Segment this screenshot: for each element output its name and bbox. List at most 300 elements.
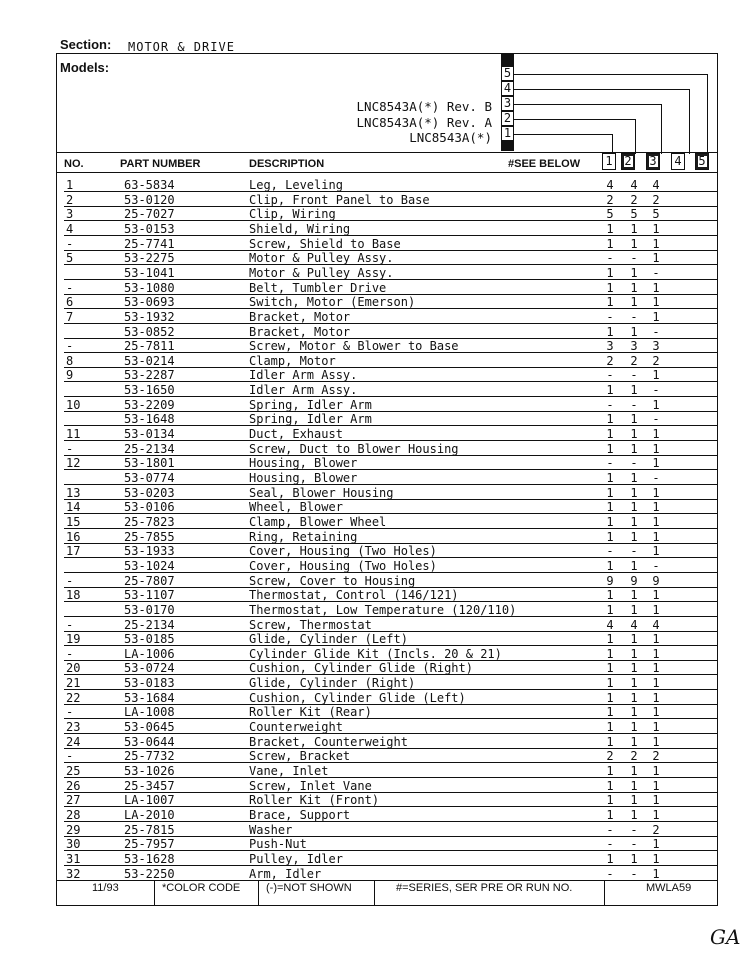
part-description: Thermostat, Low Temperature (120/110) xyxy=(249,602,517,617)
part-number: LA-1007 xyxy=(124,793,175,808)
item-number: 24 xyxy=(66,734,81,749)
part-description: Ring, Retaining xyxy=(249,529,358,544)
quantity-serial-3: 1 xyxy=(652,793,660,808)
part-description: Washer xyxy=(249,822,293,837)
part-number: 53-0203 xyxy=(124,485,175,500)
quantity-serial-2: 1 xyxy=(630,661,638,676)
quantity-serial-2: - xyxy=(630,822,638,837)
part-description: Housing, Blower xyxy=(249,456,358,471)
part-number: 53-0645 xyxy=(124,720,175,735)
part-number: 53-1041 xyxy=(124,265,175,280)
part-number: 25-2134 xyxy=(124,441,175,456)
quantity-serial-2: 1 xyxy=(630,412,638,427)
item-number: 5 xyxy=(66,251,74,266)
quantity-serial-3: 1 xyxy=(652,221,660,236)
quantity-serial-2: 1 xyxy=(630,383,638,398)
part-description: Screw, Shield to Base xyxy=(249,236,401,251)
quantity-serial-2: 1 xyxy=(630,602,638,617)
serial-box: 4 xyxy=(671,153,685,170)
quantity-serial-1: 1 xyxy=(606,602,614,617)
part-number: 53-1026 xyxy=(124,764,175,778)
quantity-serial-3: 1 xyxy=(652,690,660,705)
part-description: Switch, Motor (Emerson) xyxy=(249,295,416,310)
part-number: 53-1024 xyxy=(124,558,175,573)
quantity-serial-1: 1 xyxy=(606,734,614,749)
part-description: Cushion, Cylinder Glide (Right) xyxy=(249,661,473,676)
quantity-serial-3: 2 xyxy=(652,822,660,837)
part-description: Motor & Pulley Assy. xyxy=(249,265,394,280)
part-description: Clip, Wiring xyxy=(249,207,336,222)
part-description: Push-Nut xyxy=(249,837,307,852)
part-number: 53-0183 xyxy=(124,676,175,691)
part-description: Screw, Inlet Vane xyxy=(249,778,372,793)
part-number: 53-0693 xyxy=(124,295,175,310)
part-description: Glide, Cylinder (Left) xyxy=(249,632,408,647)
quantity-serial-1: 1 xyxy=(606,441,614,456)
quantity-serial-2: - xyxy=(630,309,638,324)
item-number: - xyxy=(66,749,74,764)
footer-not-shown: (-)=NOT SHOWN xyxy=(266,882,352,894)
part-number: 63-5834 xyxy=(124,178,175,192)
item-number: 31 xyxy=(66,851,81,866)
quantity-serial-2: 5 xyxy=(630,207,638,222)
part-description: Pulley, Idler xyxy=(249,851,343,866)
part-description: Cover, Housing (Two Holes) xyxy=(249,558,437,573)
quantity-serial-2: 1 xyxy=(630,778,638,793)
part-number: 53-0774 xyxy=(124,471,175,485)
part-number: 53-0106 xyxy=(124,500,175,515)
item-number: - xyxy=(66,705,74,720)
part-number: 25-7823 xyxy=(124,514,175,529)
col-header-part-number: PART NUMBER xyxy=(120,158,201,170)
quantity-serial-2: 1 xyxy=(630,236,638,251)
header-top-rule xyxy=(56,152,718,153)
quantity-serial-2: 4 xyxy=(630,178,638,192)
quantity-serial-3: 1 xyxy=(652,778,660,793)
quantity-serial-2: - xyxy=(630,456,638,471)
quantity-serial-1: 1 xyxy=(606,778,614,793)
quantity-serial-3: - xyxy=(652,265,660,280)
quantity-serial-1: 1 xyxy=(606,514,614,529)
quantity-serial-1: 1 xyxy=(606,764,614,778)
quantity-serial-3: - xyxy=(652,324,660,339)
part-description: Spring, Idler Arm xyxy=(249,412,372,427)
part-description: Clamp, Blower Wheel xyxy=(249,514,387,529)
part-description: Thermostat, Control (146/121) xyxy=(249,588,459,603)
quantity-serial-3: - xyxy=(652,383,660,398)
part-number: LA-1006 xyxy=(124,646,175,661)
quantity-serial-1: 1 xyxy=(606,661,614,676)
quantity-serial-2: 1 xyxy=(630,690,638,705)
quantity-serial-2: 1 xyxy=(630,529,638,544)
quantity-serial-2: 9 xyxy=(630,573,638,588)
part-number: 53-0724 xyxy=(124,661,175,676)
item-number: - xyxy=(66,441,74,456)
quantity-serial-3: - xyxy=(652,412,660,427)
quantity-serial-2: - xyxy=(630,544,638,559)
part-number: 53-1107 xyxy=(124,588,175,603)
quantity-serial-1: 2 xyxy=(606,192,614,207)
quantity-serial-3: 1 xyxy=(652,734,660,749)
model-box: 5 xyxy=(501,66,514,81)
connector-line xyxy=(514,134,613,154)
quantity-serial-3: 1 xyxy=(652,720,660,735)
item-number: - xyxy=(66,617,74,632)
part-number: 53-1080 xyxy=(124,280,175,295)
item-number: 20 xyxy=(66,661,81,676)
item-number: 32 xyxy=(66,866,81,881)
quantity-serial-2: 1 xyxy=(630,676,638,691)
quantity-serial-1: 1 xyxy=(606,485,614,500)
footer-doc-code: MWLA59 xyxy=(646,882,692,894)
quantity-serial-2: - xyxy=(630,866,638,881)
quantity-serial-3: 1 xyxy=(652,661,660,676)
part-number: 53-1628 xyxy=(124,851,175,866)
quantity-serial-2: 1 xyxy=(630,558,638,573)
quantity-serial-1: 1 xyxy=(606,705,614,720)
item-number: 11 xyxy=(66,427,81,442)
quantity-serial-2: 1 xyxy=(630,280,638,295)
quantity-serial-1: 1 xyxy=(606,646,614,661)
quantity-serial-2: 2 xyxy=(630,192,638,207)
part-number: 53-1650 xyxy=(124,383,175,398)
quantity-serial-1: - xyxy=(606,368,614,383)
quantity-serial-1: 1 xyxy=(606,690,614,705)
part-description: Bracket, Motor xyxy=(249,324,351,339)
part-number: 53-0214 xyxy=(124,353,175,368)
quantity-serial-1: 1 xyxy=(606,588,614,603)
quantity-serial-1: 1 xyxy=(606,324,614,339)
item-number: 17 xyxy=(66,544,81,559)
quantity-serial-1: 1 xyxy=(606,236,614,251)
quantity-serial-3: 1 xyxy=(652,764,660,778)
footer-divider xyxy=(154,880,155,906)
part-number: 25-7957 xyxy=(124,837,175,852)
item-number: 23 xyxy=(66,720,81,735)
quantity-serial-3: 1 xyxy=(652,837,660,852)
part-description: Screw, Bracket xyxy=(249,749,351,764)
part-description: Arm, Idler xyxy=(249,866,322,881)
part-description: Vane, Inlet xyxy=(249,764,329,778)
footer-divider xyxy=(258,880,259,906)
item-number: 18 xyxy=(66,588,81,603)
footer-divider xyxy=(604,880,605,906)
quantity-serial-1: - xyxy=(606,456,614,471)
item-number: 6 xyxy=(66,295,74,310)
part-description: Housing, Blower xyxy=(249,471,358,485)
model-box: 2 xyxy=(501,111,514,126)
part-description: Shield, Wiring xyxy=(249,221,351,236)
serial-box: 2 xyxy=(621,153,635,170)
quantity-serial-1: 4 xyxy=(606,617,614,632)
item-number: 2 xyxy=(66,192,74,207)
quantity-serial-3: 1 xyxy=(652,295,660,310)
part-number: 53-1933 xyxy=(124,544,175,559)
part-description: Cylinder Glide Kit (Incls. 20 & 21) xyxy=(249,646,502,661)
part-number: 53-2275 xyxy=(124,251,175,266)
item-number: 4 xyxy=(66,221,74,236)
quantity-serial-3: 1 xyxy=(652,602,660,617)
item-number: - xyxy=(66,646,74,661)
quantity-serial-3: 1 xyxy=(652,544,660,559)
quantity-serial-1: - xyxy=(606,251,614,266)
quantity-serial-3: 2 xyxy=(652,353,660,368)
quantity-serial-3: 9 xyxy=(652,573,660,588)
footer-date: 11/93 xyxy=(92,882,119,894)
quantity-serial-3: 1 xyxy=(652,441,660,456)
model-box-cap xyxy=(501,141,514,151)
item-number: 1 xyxy=(66,178,74,192)
model-box: 1 xyxy=(501,126,514,141)
quantity-serial-3: - xyxy=(652,558,660,573)
part-number: 53-2250 xyxy=(124,866,175,881)
quantity-serial-1: - xyxy=(606,544,614,559)
item-number: 10 xyxy=(66,397,81,412)
part-number: 25-7855 xyxy=(124,529,175,544)
part-description: Cushion, Cylinder Glide (Left) xyxy=(249,690,466,705)
footer-divider xyxy=(374,880,375,906)
quantity-serial-3: 4 xyxy=(652,617,660,632)
quantity-serial-2: 1 xyxy=(630,632,638,647)
part-number: 53-0185 xyxy=(124,632,175,647)
quantity-serial-1: - xyxy=(606,837,614,852)
quantity-serial-2: 1 xyxy=(630,851,638,866)
part-description: Brace, Support xyxy=(249,807,351,822)
part-description: Screw, Duct to Blower Housing xyxy=(249,441,459,456)
item-number: - xyxy=(66,280,74,295)
quantity-serial-2: - xyxy=(630,368,638,383)
quantity-serial-1: 2 xyxy=(606,353,614,368)
model-box: 4 xyxy=(501,81,514,96)
item-number: 3 xyxy=(66,207,74,222)
quantity-serial-2: 1 xyxy=(630,295,638,310)
quantity-serial-3: 1 xyxy=(652,676,660,691)
quantity-serial-2: 1 xyxy=(630,793,638,808)
part-description: Motor & Pulley Assy. xyxy=(249,251,394,266)
quantity-serial-1: 1 xyxy=(606,412,614,427)
quantity-serial-2: 1 xyxy=(630,427,638,442)
quantity-serial-3: 1 xyxy=(652,427,660,442)
quantity-serial-3: 1 xyxy=(652,368,660,383)
quantity-serial-1: 1 xyxy=(606,295,614,310)
quantity-serial-1: 5 xyxy=(606,207,614,222)
quantity-serial-1: 1 xyxy=(606,851,614,866)
part-number: 53-2209 xyxy=(124,397,175,412)
quantity-serial-3: 1 xyxy=(652,529,660,544)
quantity-serial-3: 1 xyxy=(652,807,660,822)
part-description: Glide, Cylinder (Right) xyxy=(249,676,416,691)
quantity-serial-3: 1 xyxy=(652,485,660,500)
quantity-serial-2: 1 xyxy=(630,764,638,778)
col-header-see-below: #SEE BELOW xyxy=(508,158,581,170)
footer-color-code: *COLOR CODE xyxy=(162,882,241,894)
quantity-serial-2: 1 xyxy=(630,807,638,822)
col-header-no: NO. xyxy=(64,158,84,170)
quantity-serial-3: 1 xyxy=(652,397,660,412)
item-number: 9 xyxy=(66,368,74,383)
section-value: MOTOR & DRIVE xyxy=(128,40,235,54)
item-number: 12 xyxy=(66,456,81,471)
quantity-serial-1: 1 xyxy=(606,500,614,515)
part-number: 25-7815 xyxy=(124,822,175,837)
quantity-serial-3: 1 xyxy=(652,588,660,603)
quantity-serial-3: 1 xyxy=(652,514,660,529)
item-number: 15 xyxy=(66,514,81,529)
quantity-serial-3: 1 xyxy=(652,866,660,881)
part-description: Seal, Blower Housing xyxy=(249,485,394,500)
quantity-serial-3: 1 xyxy=(652,251,660,266)
serial-box: 1 xyxy=(602,153,616,170)
quantity-serial-3: 1 xyxy=(652,500,660,515)
quantity-serial-3: 2 xyxy=(652,192,660,207)
part-number: 25-7811 xyxy=(124,339,175,354)
quantity-serial-1: 1 xyxy=(606,720,614,735)
quantity-serial-2: 1 xyxy=(630,265,638,280)
item-number: 22 xyxy=(66,690,81,705)
quantity-serial-3: - xyxy=(652,471,660,485)
quantity-serial-2: 1 xyxy=(630,221,638,236)
part-number: 53-0120 xyxy=(124,192,175,207)
quantity-serial-3: 1 xyxy=(652,705,660,720)
part-description: Clip, Front Panel to Base xyxy=(249,192,430,207)
item-number: 27 xyxy=(66,793,81,808)
quantity-serial-1: 3 xyxy=(606,339,614,354)
item-number: - xyxy=(66,573,74,588)
part-description: Screw, Motor & Blower to Base xyxy=(249,339,459,354)
quantity-serial-2: 1 xyxy=(630,720,638,735)
part-number: LA-2010 xyxy=(124,807,175,822)
quantity-serial-3: 1 xyxy=(652,851,660,866)
quantity-serial-2: 1 xyxy=(630,514,638,529)
part-description: Idler Arm Assy. xyxy=(249,383,358,398)
part-description: Spring, Idler Arm xyxy=(249,397,372,412)
col-header-description: DESCRIPTION xyxy=(249,158,325,170)
part-number: 25-7741 xyxy=(124,236,175,251)
part-description: Wheel, Blower xyxy=(249,500,343,515)
quantity-serial-2: 1 xyxy=(630,734,638,749)
quantity-serial-1: - xyxy=(606,397,614,412)
quantity-serial-1: - xyxy=(606,309,614,324)
section-label: Section: xyxy=(60,37,112,52)
item-number: 30 xyxy=(66,837,81,852)
item-number: - xyxy=(66,236,74,251)
part-number: 53-0153 xyxy=(124,221,175,236)
quantity-serial-3: 1 xyxy=(652,236,660,251)
part-description: Bracket, Motor xyxy=(249,309,351,324)
part-number: 53-1801 xyxy=(124,456,175,471)
item-number: 21 xyxy=(66,676,81,691)
quantity-serial-2: 1 xyxy=(630,324,638,339)
part-number: 53-0644 xyxy=(124,734,175,749)
quantity-serial-1: 9 xyxy=(606,573,614,588)
part-number: 53-1648 xyxy=(124,412,175,427)
models-label: Models: xyxy=(60,60,110,75)
model-name: LNC8543A(*) Rev. B xyxy=(356,99,492,114)
part-description: Leg, Leveling xyxy=(249,178,343,192)
item-number: 25 xyxy=(66,764,81,778)
part-number: 53-0852 xyxy=(124,324,175,339)
footer-top-rule xyxy=(56,880,718,881)
quantity-serial-1: 1 xyxy=(606,632,614,647)
part-description: Counterweight xyxy=(249,720,343,735)
part-description: Idler Arm Assy. xyxy=(249,368,358,383)
part-number: LA-1008 xyxy=(124,705,175,720)
quantity-serial-3: 5 xyxy=(652,207,660,222)
part-description: Bracket, Counterweight xyxy=(249,734,408,749)
quantity-serial-2: 1 xyxy=(630,471,638,485)
part-number: 53-0170 xyxy=(124,602,175,617)
part-number: 53-2287 xyxy=(124,368,175,383)
item-number: 8 xyxy=(66,353,74,368)
quantity-serial-1: 1 xyxy=(606,383,614,398)
quantity-serial-1: 1 xyxy=(606,793,614,808)
item-number: 7 xyxy=(66,309,74,324)
quantity-serial-2: 2 xyxy=(630,749,638,764)
handwritten-initials: GA xyxy=(710,925,741,949)
part-description: Clamp, Motor xyxy=(249,353,336,368)
part-number: 25-7732 xyxy=(124,749,175,764)
part-description: Roller Kit (Rear) xyxy=(249,705,372,720)
quantity-serial-1: 1 xyxy=(606,265,614,280)
serial-box: 5 xyxy=(695,153,709,170)
part-description: Belt, Tumbler Drive xyxy=(249,280,387,295)
quantity-serial-3: 2 xyxy=(652,749,660,764)
quantity-serial-1: 1 xyxy=(606,676,614,691)
quantity-serial-2: 1 xyxy=(630,441,638,456)
quantity-serial-3: 1 xyxy=(652,280,660,295)
part-description: Screw, Cover to Housing xyxy=(249,573,416,588)
quantity-serial-1: - xyxy=(606,866,614,881)
quantity-serial-3: 1 xyxy=(652,632,660,647)
quantity-serial-3: 4 xyxy=(652,178,660,192)
quantity-serial-1: 1 xyxy=(606,558,614,573)
quantity-serial-2: 3 xyxy=(630,339,638,354)
quantity-serial-1: - xyxy=(606,822,614,837)
part-number: 25-2134 xyxy=(124,617,175,632)
part-number: 25-3457 xyxy=(124,778,175,793)
model-box-cap xyxy=(501,53,514,66)
part-number: 53-0134 xyxy=(124,427,175,442)
model-name: LNC8543A(*) xyxy=(409,130,492,145)
item-number: 29 xyxy=(66,822,81,837)
quantity-serial-1: 2 xyxy=(606,749,614,764)
quantity-serial-3: 1 xyxy=(652,646,660,661)
part-description: Roller Kit (Front) xyxy=(249,793,380,808)
item-number: 28 xyxy=(66,807,81,822)
part-description: Cover, Housing (Two Holes) xyxy=(249,544,437,559)
quantity-serial-3: 1 xyxy=(652,309,660,324)
quantity-serial-2: - xyxy=(630,251,638,266)
quantity-serial-2: - xyxy=(630,397,638,412)
quantity-serial-3: 3 xyxy=(652,339,660,354)
quantity-serial-1: 1 xyxy=(606,280,614,295)
quantity-serial-2: 1 xyxy=(630,500,638,515)
quantity-serial-2: 1 xyxy=(630,705,638,720)
quantity-serial-2: 2 xyxy=(630,353,638,368)
part-description: Duct, Exhaust xyxy=(249,427,343,442)
quantity-serial-3: 1 xyxy=(652,456,660,471)
part-number: 25-7027 xyxy=(124,207,175,222)
model-box: 3 xyxy=(501,96,514,111)
part-number: 25-7807 xyxy=(124,573,175,588)
item-number: 14 xyxy=(66,500,81,515)
item-number: - xyxy=(66,339,74,354)
quantity-serial-2: 4 xyxy=(630,617,638,632)
part-number: 53-1932 xyxy=(124,309,175,324)
quantity-serial-1: 1 xyxy=(606,427,614,442)
quantity-serial-1: 4 xyxy=(606,178,614,192)
quantity-serial-1: 1 xyxy=(606,221,614,236)
